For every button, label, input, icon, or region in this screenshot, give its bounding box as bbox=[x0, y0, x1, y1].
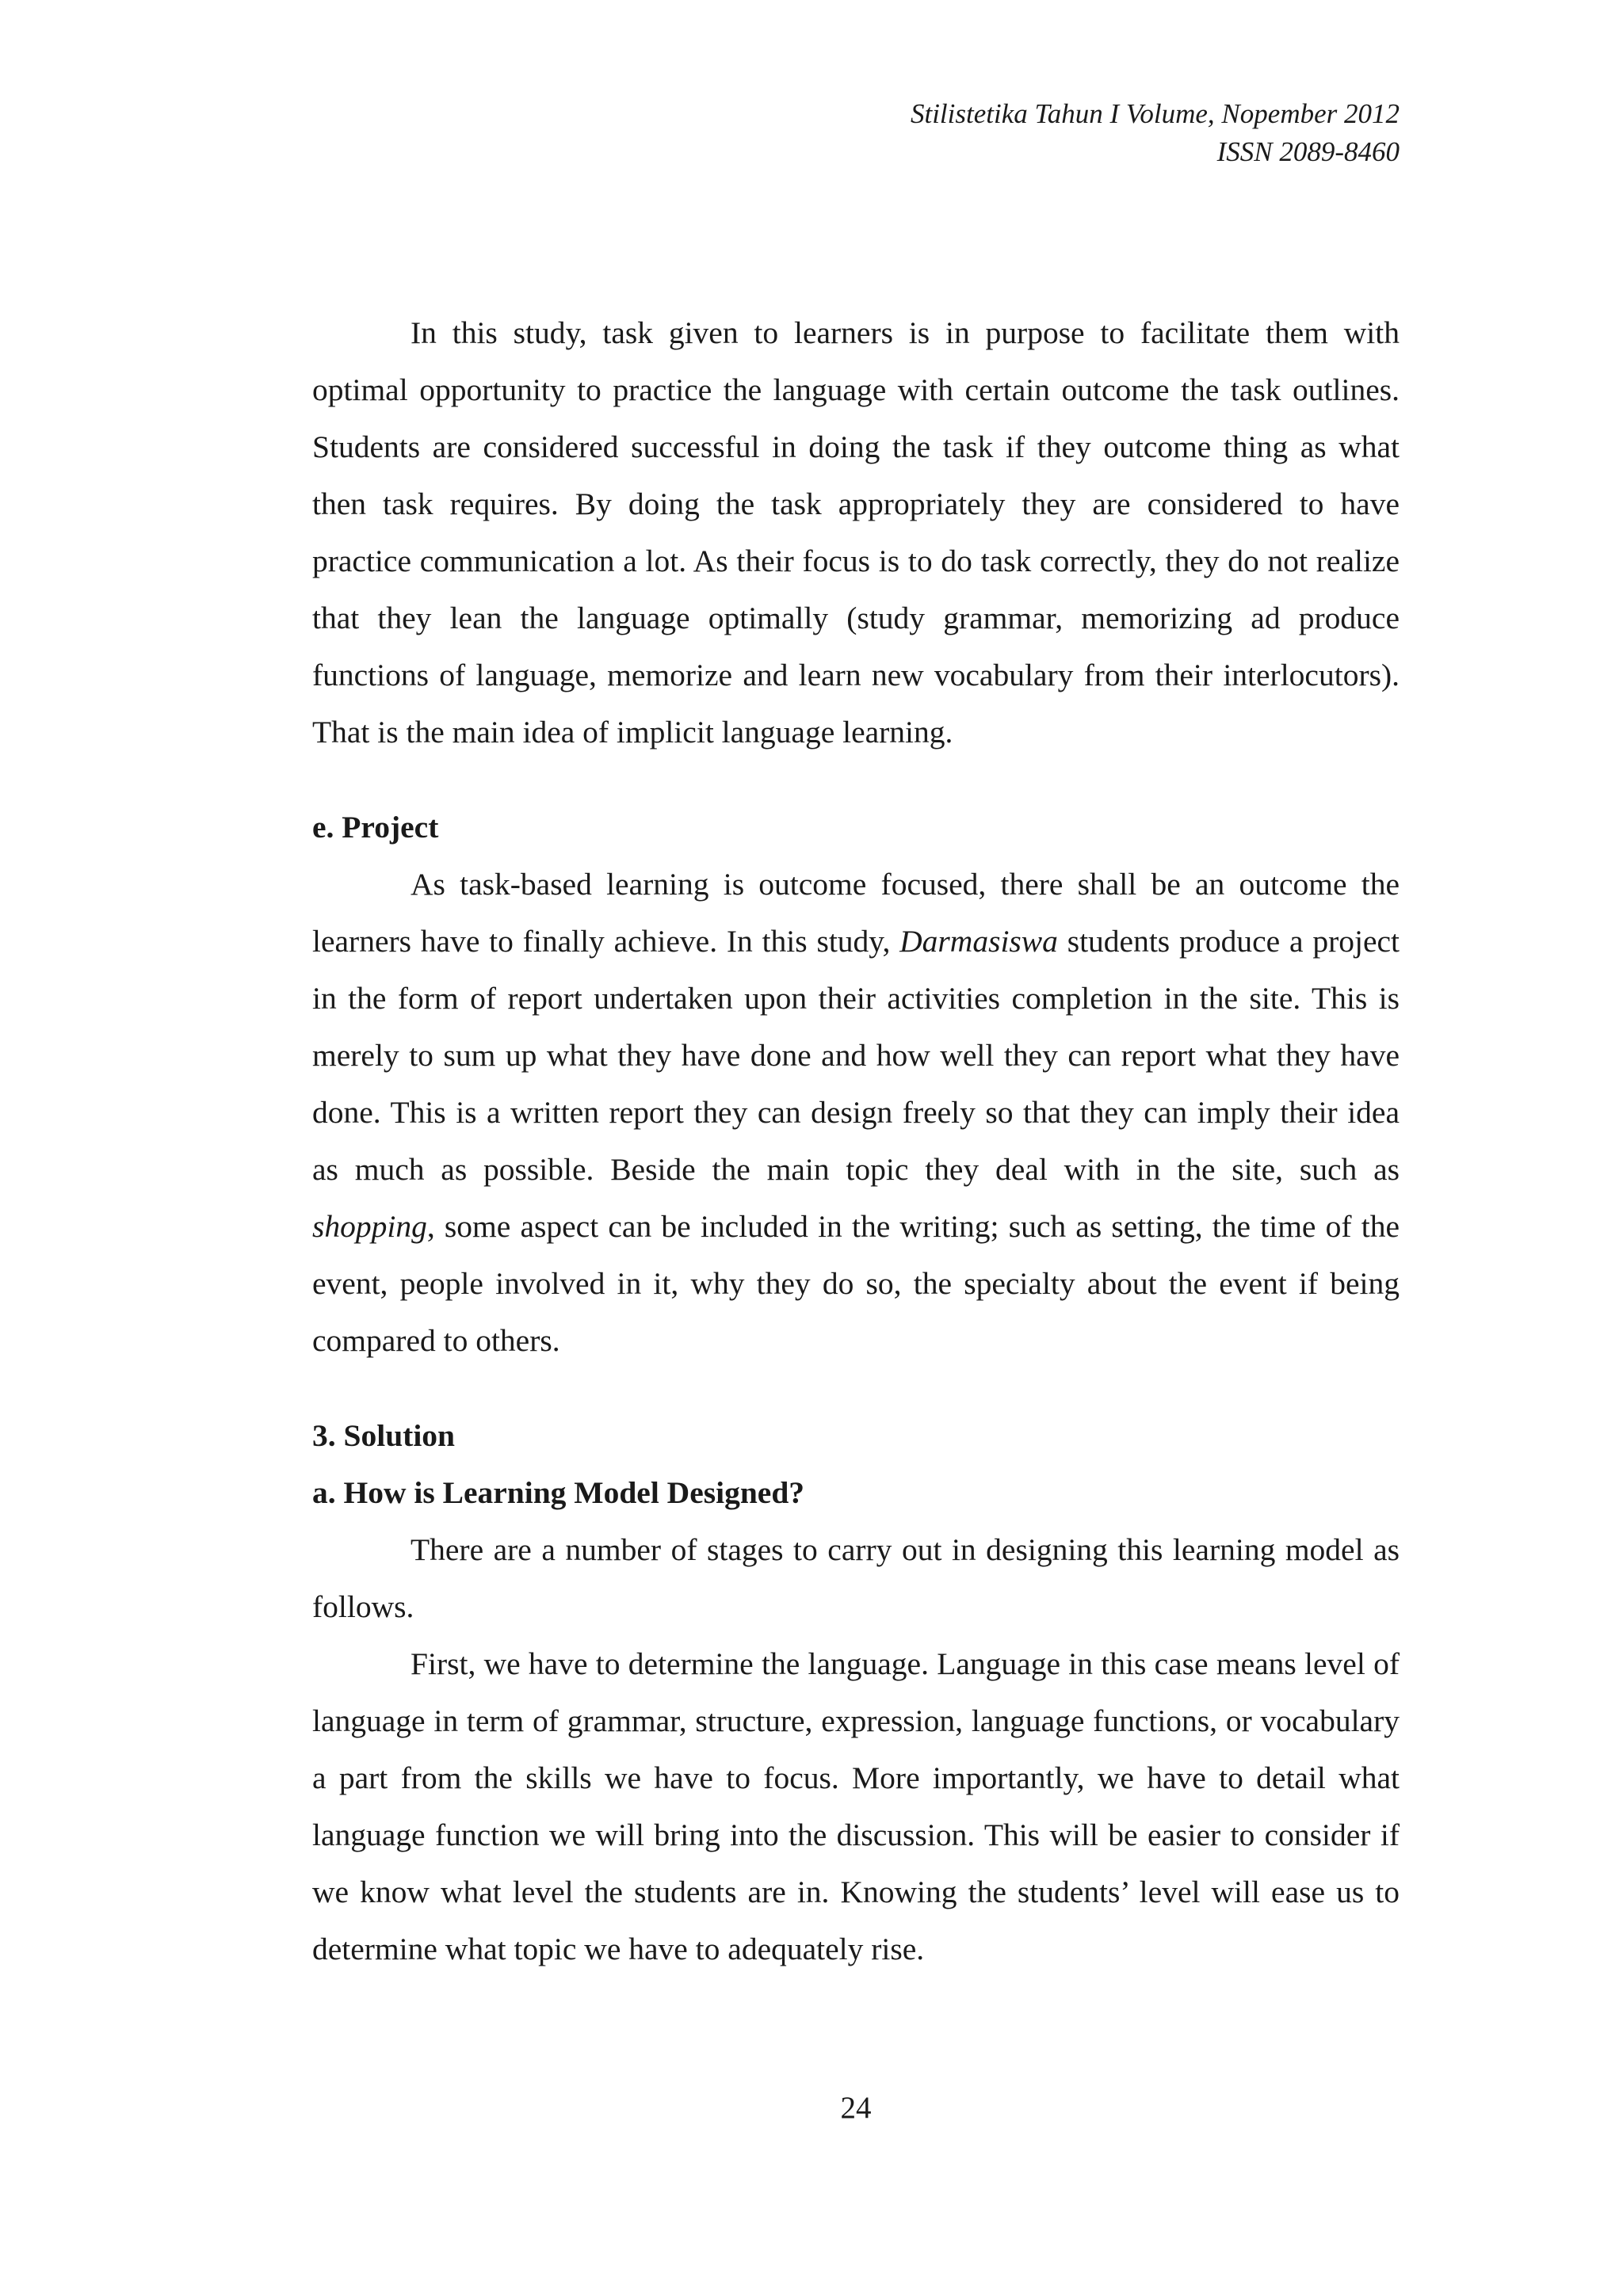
page-number: 24 bbox=[840, 2091, 872, 2125]
paragraph-project-text-2: students produce a project in the form of report undertaken upon their activities completion in the site. This is merely to sum up what they have done and how well they can report what they have done. This is a written report they can design freely so that they can imply their idea as much as possible. Beside the main topic they deal with in the site, such as bbox=[312, 924, 1400, 1187]
page-body bbox=[312, 304, 1400, 1978]
paragraph-determine-language: First, we have to determine the language. Language in this case means level of language in term of grammar, structure, expression, language functions, or vocabulary a part from the skills we have to focus. More importantly, we have to detail what language function we will bring into the discussion. This will be easier to consider if we know what level the students are in. Knowing the students’ level will ease us to determine what topic we have to adequately rise. bbox=[312, 1646, 1400, 1966]
section-heading-project: e. Project bbox=[312, 810, 439, 845]
running-header bbox=[911, 95, 1400, 171]
issn-line: ISSN 2089-8460 bbox=[1216, 136, 1400, 167]
journal-title-line: Stilistetika Tahun I Volume, Nopember 2012 bbox=[910, 98, 1400, 129]
section-heading-solution: 3. Solution bbox=[312, 1418, 456, 1453]
subsection-heading-model: a. How is Learning Model Designed? bbox=[312, 1475, 805, 1510]
paragraph-stages: There are a number of stages to carry out in designing this learning model as follows. bbox=[312, 1532, 1400, 1624]
paragraph-project bbox=[312, 856, 1400, 1369]
paragraph-implicit-learning: In this study, task given to learners is in purpose to facilitate them with optimal opportunity to practice the language with certain outcome the task outlines. Students are considered successful in doing the task if they outcome thing as what then task requires. By doing the task appropriately they are considered to have practice communication a lot. As their focus is to do task correctly, they do not realize that they lean the language optimally (study grammar, memorizing ad produce functions of language, memorize and learn new vocabulary from their interlocutors). That is the main idea of implicit language learning. bbox=[312, 315, 1400, 749]
term-shopping: shopping bbox=[312, 1209, 427, 1244]
paragraph-project-text-3: , some aspect can be included in the writing; such as setting, the time of the event, people involved in it, why they do so, the specialty about the event if being compared to others. bbox=[312, 1209, 1400, 1358]
paragraph-project-text-1: As task-based learning is outcome focused, there shall be an outcome the learners have to finally achieve. In this study, bbox=[312, 867, 1400, 959]
term-darmasiswa: Darmasiswa bbox=[899, 924, 1058, 959]
